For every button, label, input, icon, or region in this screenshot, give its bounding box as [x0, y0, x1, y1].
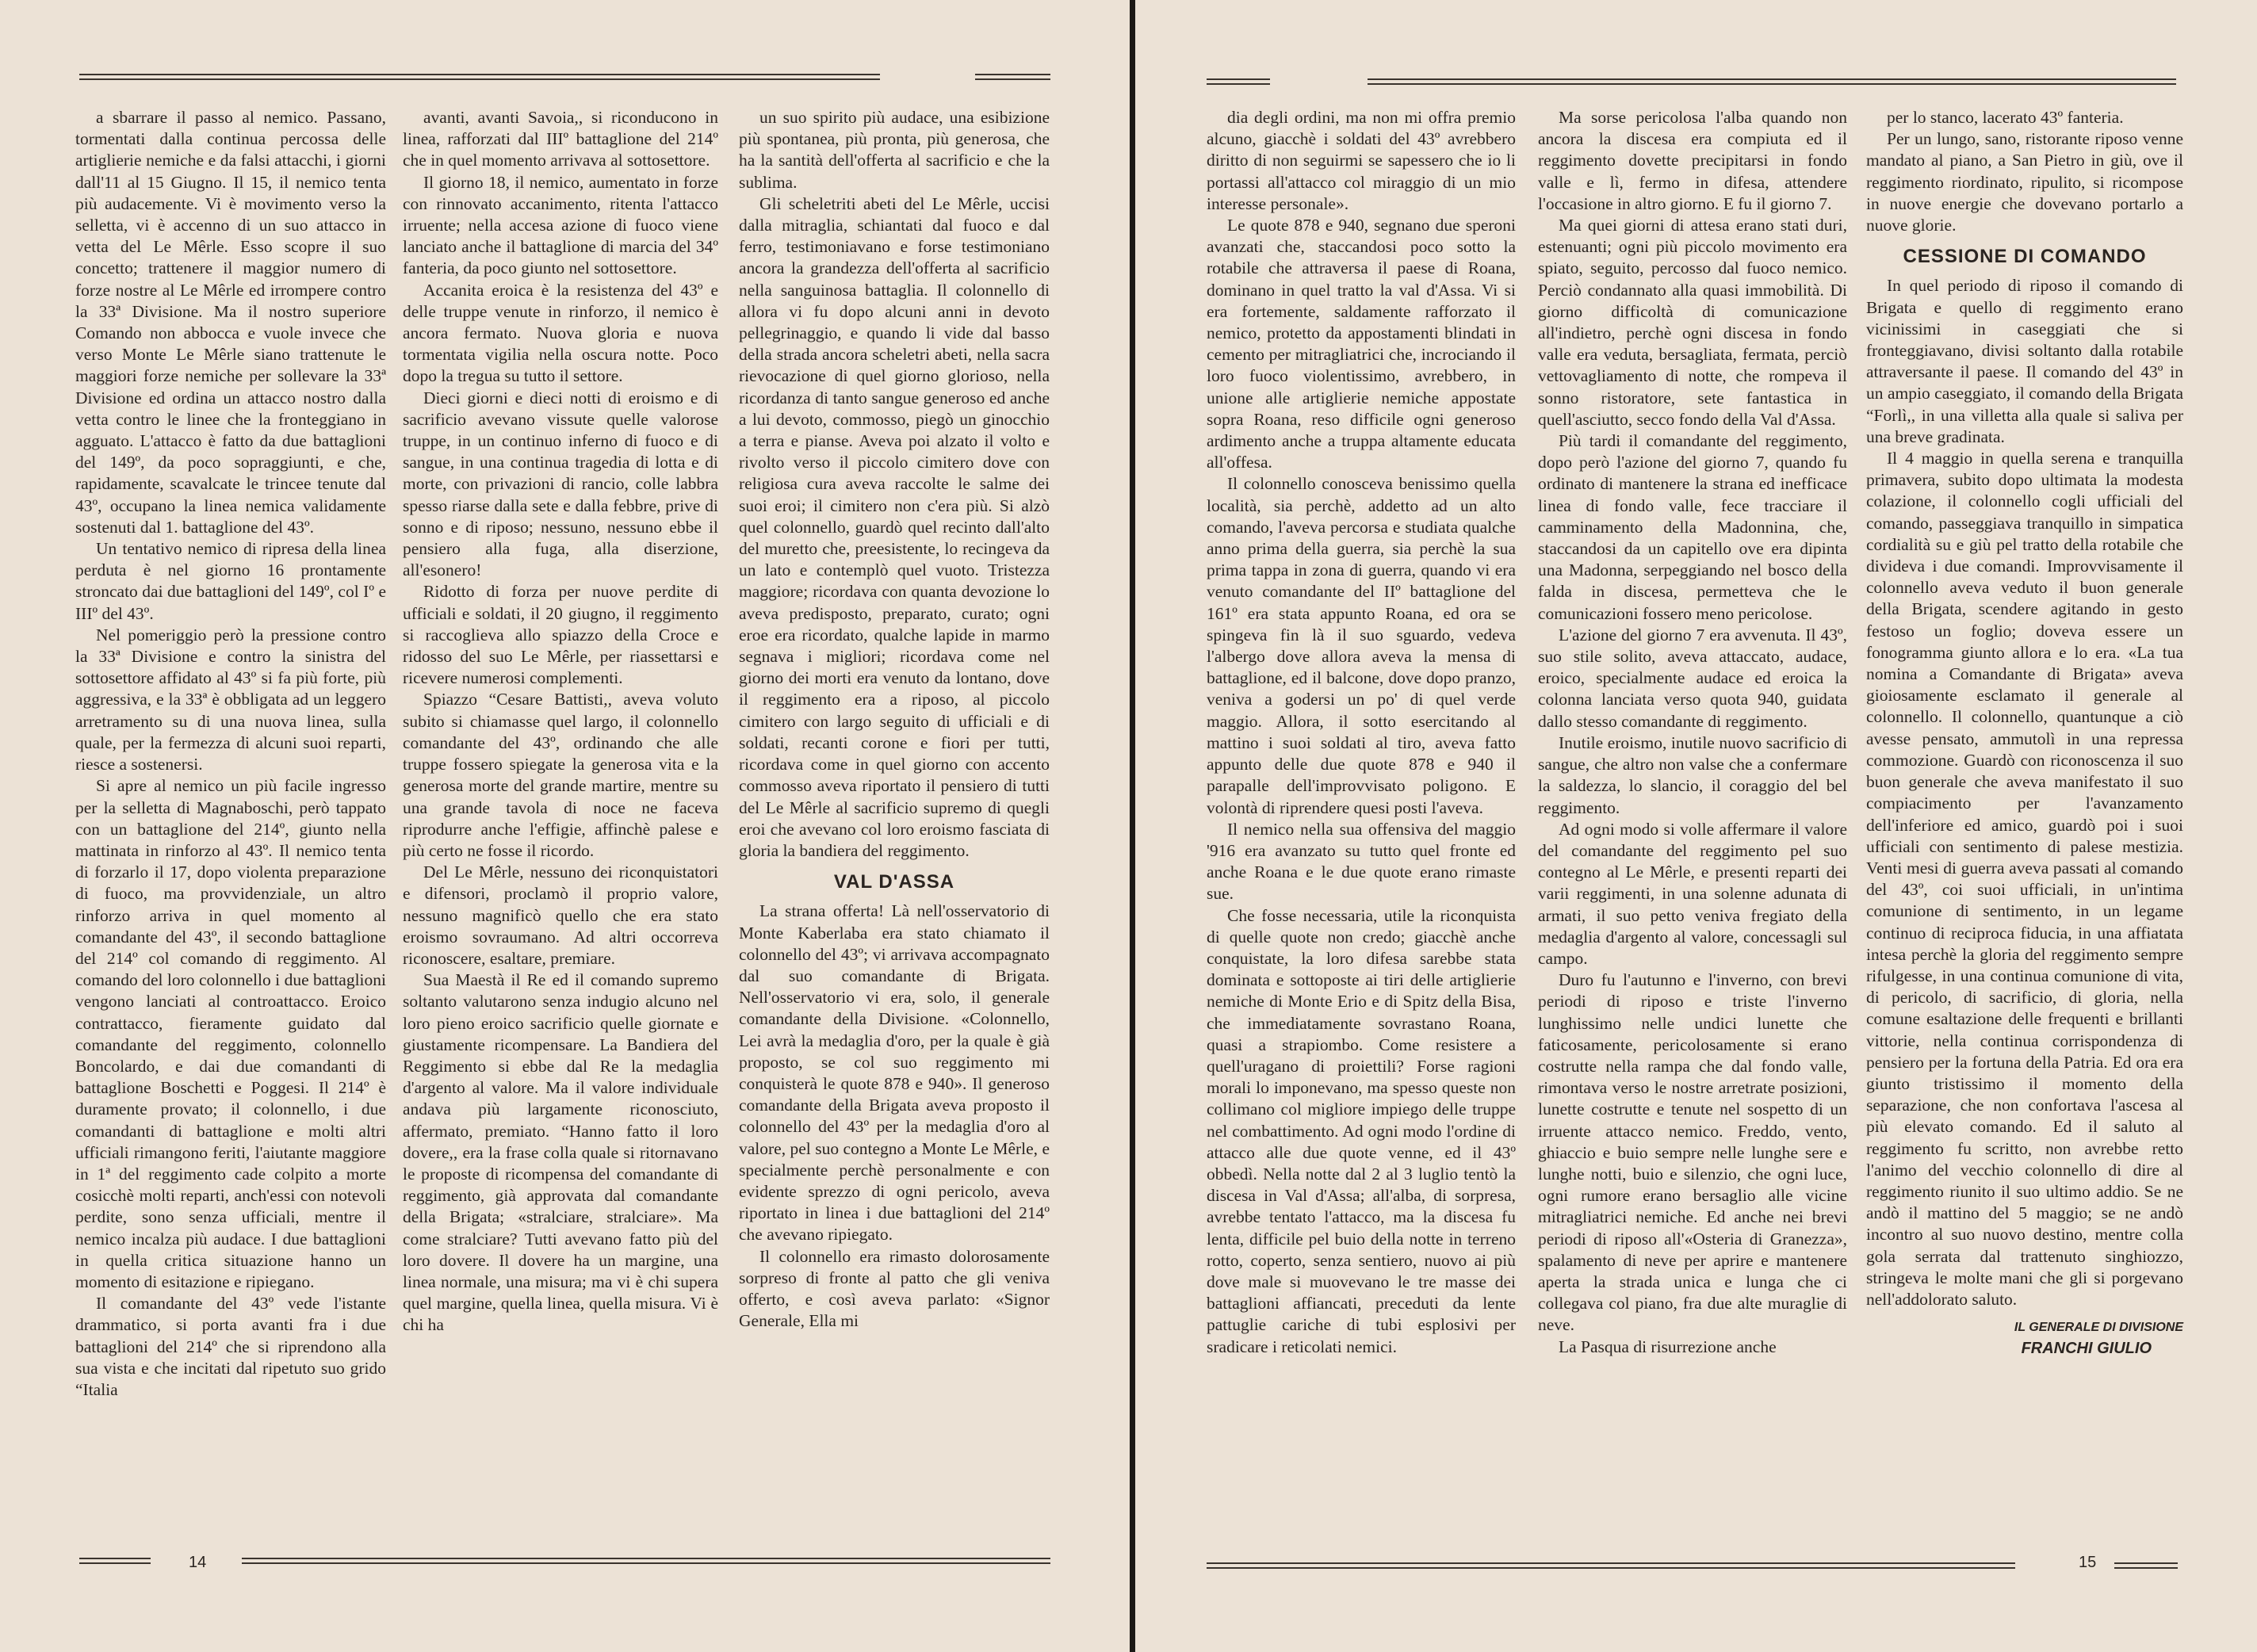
paragraph: un suo spirito più audace, una esibizione più spontanea, più pronta, più generosa, che ha la santità dell'offerta al sacrificio e che la sublima. [739, 108, 1050, 192]
bottom-rule-a [79, 1555, 151, 1568]
paragraph: Che fosse necessaria, utile la riconquista di quelle quote non credo; giacchè anche conquistate, la loro difesa sarebbe stata dominata e sottoposte ai tiri delle artiglierie nemiche di Monte Erio e di Spitz della Bisa, che immediatamente sovrastano Roana, quasi a strapiombo. Come resistere a quell'uragano di proiettili? Forse ragioni morali lo imponevano, ma spesso queste non collimano col migliore impiego delle truppe nel combattimento. Ad ogni modo l'ordine di attacco alle due quote venne, ed il 43º obbedì. Nella notte dal 2 al 3 luglio tentò la discesa in Val d'Assa; all'alba, di sorpresa, avrebbe tentato l'attacco, ma la discesa fu lenta, difficile pel buio della notte in terreno rotto, coperto, senza sentiero, nuovo ai più dove male si muovevano le tre masse dei battaglioni affiancati, preceduti da lente pattuglie cariche di tubi esplosivi per sradicare i reticolati nemici. [1207, 905, 1516, 1356]
page-number-left: 14 [189, 1554, 207, 1571]
paragraph: Ma quei giorni di attesa erano stati duri, estenuanti; ogni più piccolo movimento era spiato, seguito, percosso dal fuoco nemico. Perciò condannato alla quasi immobilità. Di giorno difficoltà di comunicazione all'indietro, perchè ogni discesa in fondo valle era veduta, bersagliata, fermata, perciò vettovagliamento di notte, che rompeva il sonno ristoratore, sete fantastica in quell'asciutto, secco fondo della Val d'Assa. [1538, 216, 1847, 429]
paragraph: Inutile eroismo, inutile nuovo sacrificio di sangue, che altro non valse che a confermare la saldezza, lo slancio, il coraggio del bel reggimento. [1538, 732, 1847, 817]
paragraph: Accanita eroica è la resistenza del 43º e delle truppe venute in rinforzo, il nemico è ancora fermato. Nuova gloria e nuova tormentata vigilia nella oscura notte. Poco dopo la tregua su tutto il settore. [403, 280, 718, 386]
paragraph: Il colonnello era rimasto dolorosamente sorpreso di fronte al patto che gli veniva offerto, e così aveva parlato: «Signor Generale, Ella mi [739, 1246, 1050, 1331]
top-rule-right [975, 71, 1050, 84]
paragraph: La Pasqua di risurrezione anche [1559, 1337, 1777, 1356]
paragraph: dia degli ordini, ma non mi offra premio alcuno, giacchè i soldati del 43º avrebbero diritto di non seguirmi se sapessero che io li portassi all'attacco col miraggio di un mio interesse personale». [1207, 108, 1516, 213]
paragraph: Il giorno 18, il nemico, aumentato in forze con rinnovato accanimento, ritenta l'attacco irruente; nella accesa azione di fuoco viene lanciato anche il battaglione di marcia del 34º fanteria, da poco giunto nel sottosettore. [403, 172, 718, 278]
paragraph: per lo stanco, lacerato 43º fanteria. [1887, 108, 2124, 127]
paragraph: Il comandante del 43º vede l'istante drammatico, si porta avanti fra i due battaglioni del 214º che si riprendono alla sua vista e che incitati dal ripetuto suo grido “Italia [75, 1294, 386, 1399]
section-heading-cessione: CESSIONE DI COMANDO [1903, 246, 2147, 268]
paragraph: Il 4 maggio in quella serena e tranquilla primavera, subito dopo ultimata la modesta colazione, il colonnello cogli ufficiali del comando, passeggiava tranquillo in simpatica cordialità su e giù pel tratto della rotabile che divideva i due comandi. Improvvisamente il colonnello aveva veduto il buon generale della Brigata, scendere agitando in gesto festoso un foglio; doveva essere un fonogramma giunto allora e lo era. «La tua nomina a Comandante di Brigata» aveva gioiosamente esclamato il generale al colonnello. Il colonnello, quantunque a ciò avesse pensato, ammutolì in una repressa commozione. Guardò con riconoscenza il suo buon generale che aveva manifestato il suo compiacimento per l'avanzamento dell'inferiore ed amico, guardò poi i suoi ufficiali con sentimento di palese mestizia. Venti mesi di guerra aveva passati al comando del 43º, coi suoi ufficiali, in un'intima comunione di sentimento, in un legame continuo di reciproca fiducia, in una affiatata intesa perchè la gloria del reggimento sempre rifulgesse, in una continua comunione di vita, di pericolo, di sacrificio, di gloria, nella comune esaltazione delle frequenti e brillanti vittorie, nella continua corrispondenza di pensiero per la fortuna della Patria. Ed ora era giunto tristissimo il momento della separazione, che non confortava l'ascesa al più elevato comando. Ed il saluto al reggimento fu scritto, non avrebbe retto l'animo del vecchio colonnello di dire al reggimento riunito il suo ultimo addio. Se ne andò il mattino del 5 maggio; se ne andò incontro al suo nuovo destino, mentre colla gola serrata dal trattenuto singhiozzo, stringeva le molte mani che gli si porgevano nell'addolorato saluto. [1866, 449, 2183, 1309]
paragraph: Un tentativo nemico di ripresa della linea perduta è nel giorno 16 prontamente stroncato dai due battaglioni del 149º, col Iº e IIIº del 43º. [75, 539, 386, 623]
page-number-right: 15 [2079, 1554, 2097, 1571]
paragraph: Più tardi il comandante del reggimento, dopo però l'azione del giorno 7, quando fu ordinato di mantenere la strana ed inefficace linea di fondo valle, fece tracciare il camminamento della Madonnina, che, staccandosi da un capitello ove era dipinta una Madonna, serpeggiando nel bosco della falda in discesa, permetteva che le comunicazioni fossero meno pericolose. [1538, 431, 1847, 623]
right-column-1 [1207, 107, 1516, 1358]
signature-name: FRANCHI GIULIO [2021, 1340, 2152, 1358]
paragraph: Il colonnello conosceva benissimo quella località, sia perchè, addetto ad un alto comando, l'aveva percorsa e studiata qualche anno prima della guerra, sia perchè la sua prima tappa in zona di guerra, quando vi era venuto comandante del IIº battaglione del 161º era stata appunto Roana, ed ora se spingeva fin là il suo sguardo, vedeva l'albergo dove allora aveva la mensa di battaglione, ed il balcone, dove dopo pranzo, veniva a godersi un po' di quel verde maggio. Allora, il sotto esercitando al mattino i suoi soldati al tiro, aveva fatto appunto delle due quote 878 e 940 il parapalle dell'improvvisato poligono. E volontà di riprendere quesi posti l'aveva. [1207, 474, 1516, 817]
paragraph: Ridotto di forza per nuove perdite di ufficiali e soldati, il 20 giugno, il reggimento si raccoglieva allo spiazzo della Croce e ridosso del suo Le Mêrle, per riassettarsi e ricevere numerosi complementi. [403, 582, 718, 688]
top-rule-right-r [1368, 76, 2176, 89]
left-column-3 [739, 107, 1050, 1332]
top-rule-left [79, 71, 880, 84]
paragraph: Spiazzo “Cesare Battisti,, aveva voluto subito si chiamasse quel largo, il colonnello comandante del 43º, ordinando che alle truppe fossero spiegate la generosa vita e la generosa morte del grande martire, mentre su una grande tavola di noce ne faceva riprodurre anche l'effigie, affinchè palese e più certo ne fosse il ricordo. [403, 690, 718, 860]
paragraph: Si apre al nemico un più facile ingresso per la selletta di Magnaboschi, però tappato con un battaglione del 214º, giunto nella mattinata in rinforzo al 43º. Il nemico tenta di forzarlo il 17, dopo violenta preparazione di fuoco, ma provvidenziale, un altro rinforzo arriva in quel momento al comandante del 43º, il secondo battaglione del 214º col comando di reggimento. Al comando del loro colonnello i due battaglioni vengono lanciati al controattacco. Eroico contrattacco, fieramente guidato dal comandante del reggimento, colonnello Boncolardo, e dai due comandanti di battaglione Boschetti e Poggesi. Il 214º è duramente provato; il colonnello, i due comandanti di battaglione e molti altri ufficiali rimangono feriti, l'aiutante maggiore in 1ª del reggimento cade colpito a morte cosicchè molti reparti, anch'essi con notevoli perdite, sono senza ufficiali, mentre il nemico incalza più audace. I due battaglioni in quella critica situazione hanno un momento di esitazione e ripiegano. [75, 776, 386, 1291]
paragraph: Gli scheletriti abeti del Le Mêrle, uccisi dalla mitraglia, schiantati dal fuoco e dal ferro, testimoniavano e forse testimoniano ancora la grandezza dell'offerta al sacrificio nella sanguinosa battaglia. Il colonnello di allora vi fu dopo alcuni anni in devoto pellegrinaggio, e quando li vide dal basso della strada ancora scheletri abeti, nella sacra rievocazione di quel giorno glorioso, nella ricordanza di tanto sangue generoso ed anche a lui devoto, commosso, piegò un ginocchio a terra e pianse. Aveva poi alzato il volto e rivolto verso il piccolo cimitero dove con religiosa cura aveva raccolte le salme dei suoi eroi; il cimitero non c'era più. Si alzò quel colonnello, guardò quel recinto dall'alto del muretto che, preesistente, lo recingeva da un lato e contemplò quel vuoto. Tristezza maggiore; ricordava con quanta devozione lo aveva predisposto, preparato, curato; ogni eroe era ricordato, qualche lapide in marmo segnava i migliori; ricordava come nel giorno dei morti era venuto da lontano, dove il reggimento era a riposo, al piccolo cimitero con largo seguito di ufficiali e di soldati, recanti corone e fiori per tutti, ricordava come in quel giorno con accento commosso aveva riportato il pensiero di tutti del Le Mêrle al sacrificio supremo di quegli eroi che avevano col loro eroismo fasciata di gloria la bandiera del reggimento. [739, 193, 1050, 860]
paragraph: Dieci giorni e dieci notti di eroismo e di sacrificio avevano vissute quelle valorose truppe, in un continuo inferno di fuoco e di sangue, in una continua tragedia di lotta e di morte, con privazioni di rancio, colle labbra spesso riarse dalla sete e dalla febbre, prive di sonno e di riposo; nessuno, nessuno ebbe il pensiero alla fuga, alla diserzione, all'esonero! [403, 388, 718, 580]
paragraph: Duro fu l'autunno e l'inverno, con brevi periodi di riposo e triste l'inverno lunghissimo nelle undici lunette che faticosamente, pericolosamente si erano costrutte nella rampa che dal fondo valle, rimontava verso le nostre arretrate posizioni, lunette costrutte e tenute nel sospetto di un irruente attacco nemico. Freddo, vento, ghiaccio e buio sempre nelle lunghe sere e lunghe notti, buio e silenzio, che ogni luce, ogni rumore erano bersaglio alle vicine mitragliatrici nemiche. Ed anche nei brevi periodi di riposo all'«Osteria di Granezza», spalamento di neve per aprire e mantenere aperta la strada unica e lunga che ci collegava col piano, fra due alte muraglie di neve. [1538, 970, 1847, 1335]
right-column-3 [1866, 107, 2183, 1360]
bottom-rule-r2 [2114, 1560, 2178, 1573]
spine-gutter [1130, 0, 1135, 1652]
right-column-2 [1538, 107, 1847, 1358]
paragraph: In quel periodo di riposo il comando di Brigata e quello di reggimento erano vicinissimi in caseggiati che si fronteggiavano, divisi soltanto dalla rotabile attraversante il paese. Il comando del 43º in un ampio caseggiato, il comando della Brigata “Forlì,, in una villetta alla quale si saliva per una breve gradinata. [1866, 276, 2183, 446]
paragraph: Ad ogni modo si volle affermare il valore del comandante del reggimento pel suo contegno al Le Mêrle, e presenti reparti dei varii reggimenti, in una solenne adunata di armati, il suo petto veniva fregiato della medaglia d'argento al valore, concessagli sul campo. [1538, 819, 1847, 968]
paragraph: Il nemico nella sua offensiva del maggio '916 era avanzato su tutto quel fronte ed anche Roana e le due quote erano rimaste sue. [1207, 819, 1516, 904]
paragraph: Ma sorse pericolosa l'alba quando non ancora la discesa era compiuta ed il reggimento dovette precipitarsi in fondo valle e lì, fermo in difesa, attendere l'occasione in altro giorno. E fu il giorno 7. [1538, 108, 1847, 213]
paragraph: Nel pomeriggio però la pressione contro la 33ª Divisione e contro la sinistra del sottosettore affidato al 43º si fa più forte, più aggressiva, e la 33ª è obbligata ad un leggero arretramento su di una nuova linea, sulla quale, per la fermezza di alcuni suoi reparti, riesce a sostenersi. [75, 625, 386, 774]
left-column-1 [75, 107, 386, 1401]
right-page [1135, 0, 2257, 1652]
paragraph: Sua Maestà il Re ed il comando supremo soltanto valutarono senza indugio alcuno nel loro pieno eroico sacrificio quelle giornate e giustamente ricompensare. La Bandiera del Reggimento si ebbe dal Re la medaglia d'argento al valore. Ma il valore individuale andava più largamente riconosciuto, affermato, premiato. “Hanno fatto il loro dovere,, era la frase colla quale si ritornavano le proposte di ricompensa del comandante di reggimento, già approvata dal comandante della Brigata; «stralciare, stralciare». Ma come stralciare? Tutti avevano fatto più del loro dovere. Il dovere ha un margine, una linea normale, una misura; ma vi è chi supera quel margine, quella linea, quella misura. Vi è chi ha [403, 970, 718, 1335]
paragraph: L'azione del giorno 7 era avvenuta. Il 43º, suo stile solito, aveva attaccato, audace, eroico, specialmente audace ed eroica la colonna lanciata verso quota 940, guidata dallo stesso comandante di reggimento. [1538, 625, 1847, 731]
paragraph: Del Le Mêrle, nessuno dei riconquistatori e difensori, proclamò il proprio valore, nessuno magnificò quello che era stato eroismo sovraumano. Ad altri occorreva riconoscere, esaltare, premiare. [403, 862, 718, 968]
paragraph: La strana offerta! Là nell'osservatorio di Monte Kaberlaba era stato chiamato il colonnello del 43º; vi arrivava accompagnato dal suo comandante di Brigata. Nell'osservatorio vi era, solo, il generale comandante della Divisione. «Colonnello, Lei avrà la medaglia d'oro, per la quale è già proposto, se col suo reggimento mi conquisterà le quote 878 e 940». Il generoso comandante della Brigata aveva proposto il colonnello del 43º per la medaglia d'oro al valore, pel suo contegno a Monte Le Mêrle, e specialmente perchè personalmente e con evidente sprezzo di ogni pericolo, aveva riportato in linea i due battaglioni del 214º che avevano ripiegato. [739, 901, 1050, 1245]
section-heading-val-dassa: VAL D'ASSA [833, 871, 955, 893]
bottom-rule-b [242, 1555, 1050, 1568]
left-column-2 [403, 107, 718, 1337]
top-rule-left-r [1207, 76, 1270, 89]
signature-title: IL GENERALE DI DIVISIONE [2014, 1321, 2183, 1335]
paragraph: a sbarrare il passo al nemico. Passano, tormentati dalla continua percossa delle artiglierie nemiche e da falsi attacchi, i giorni dall'11 al 15 Giugno. Il 15, il nemico tenta più audacemente. Vi è movimento verso la selletta, vi è accenno di un suo attacco in vetta del Le Mêrle. Esso scopre il suo concetto; trattenere il maggior numero di forze nostre al Le Mêrle ed irrompere contro la 33ª Divisione. Ma il nostro superiore Comando non abbocca e vuole invece che verso Monte Le Mêrle siano trattenute le maggiori forze nemiche per sollevare la 33ª Divisione ed ordina un attacco nostro dalla vetta contro le linee che la fronteggiano in agguato. L'attacco è fatto da due battaglioni del 149º, da poco sopraggiunti, e che, rapidamente, scavalcate le trincee tenute dal 43º, occupano la linea nemica validamente sostenuti dal 1. battaglione del 43º. [75, 108, 386, 537]
paragraph: avanti, avanti Savoia,, si riconducono in linea, rafforzati dal IIIº battaglione del 214º che in quel momento arrivava al sottosettore. [403, 108, 718, 170]
paragraph: Per un lungo, sano, ristorante riposo venne mandato al piano, a San Pietro in giù, ove il reggimento riordinato, ripulito, si ricompose in nuove energie che dovevano portarlo a nuove glorie. [1866, 129, 2183, 235]
bottom-rule-r [1207, 1560, 2015, 1573]
paragraph: Le quote 878 e 940, segnano due speroni avanzati che, staccandosi poco sotto la rotabile che attraversa il paese di Roana, dominano in quel tratto la val d'Assa. Vi si era fortemente, saldamente rafforzato il nemico, protetto da appostamenti blindati in cemento per mitragliatrici che, incrociando il loro fuoco violentissimo, avrebbero, in unione alle artiglierie nemiche appostate sopra Roana, reso difficile ogni generoso ardimento anche a truppa altamente educata all'offesa. [1207, 216, 1516, 472]
